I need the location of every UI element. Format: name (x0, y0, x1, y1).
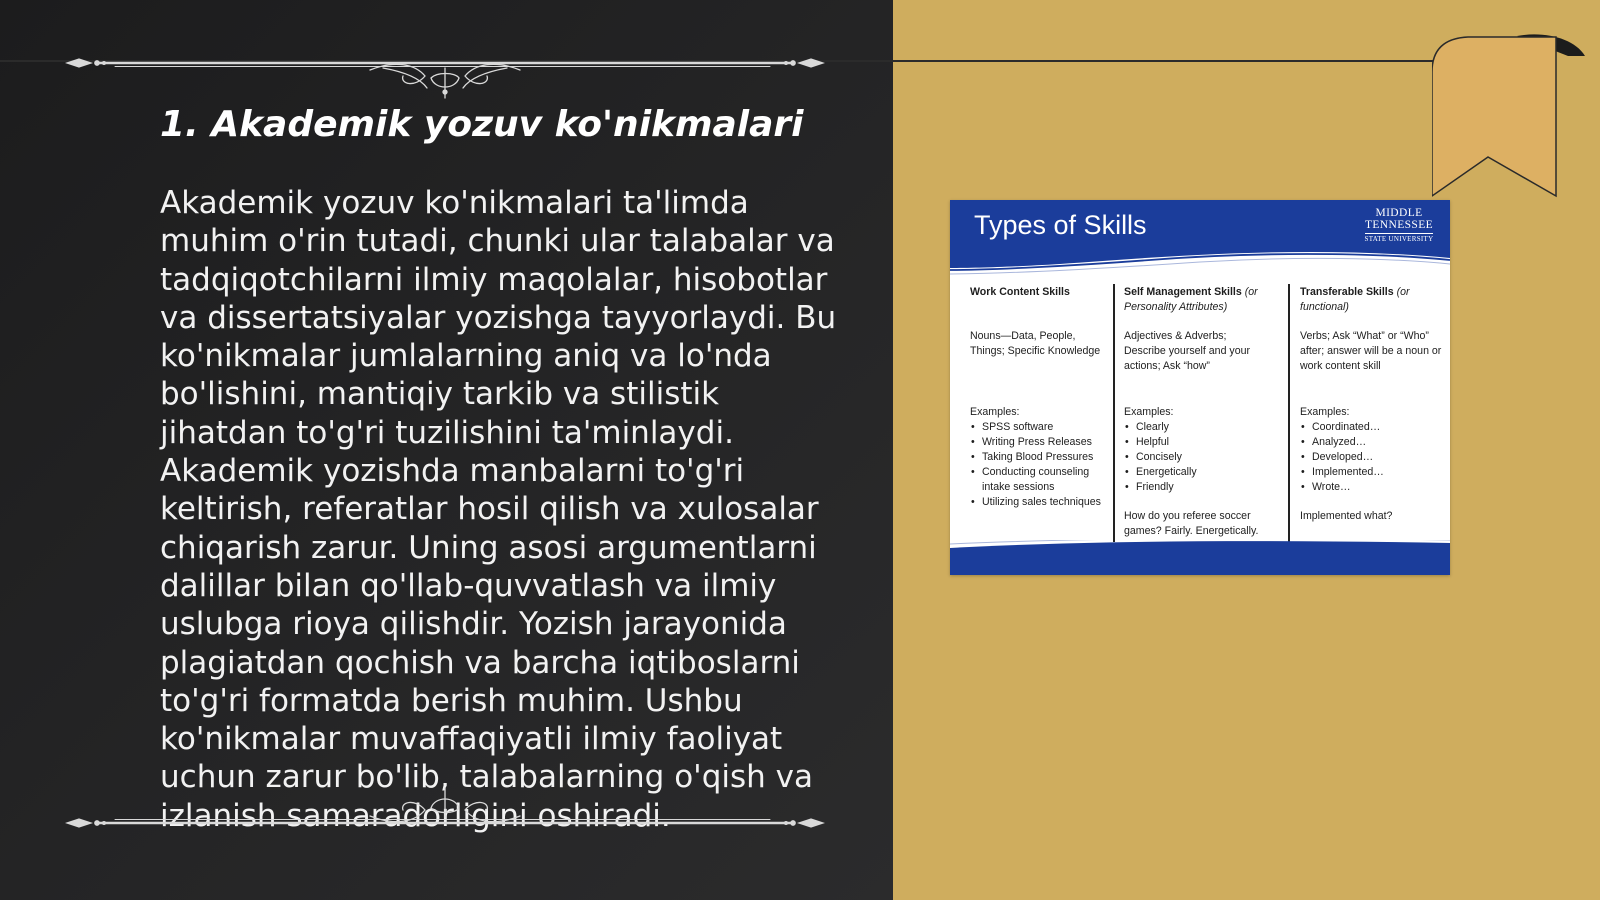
list-item: • SPSS software (970, 420, 1110, 435)
bookmark-ribbon-icon (1432, 30, 1600, 205)
skills-column-self-management (1124, 285, 1269, 539)
slide-body-text: Akademik yozuv ko'nikmalari ta'limda muhim o'rin tutadi, chunki ular talabalar va tadqiqotchilarni ilmiy maqolalar, hisobotlar va dissertatsiyalar yozishga tayyorlaydi. Bu ko'nikmalar jumlalarning aniq va lo'nda bo'lishini, mantiqiy tarkib va stilistik jihatdan to'g'ri tuzilishini ta'minlaydi. Akademik yozishda manbalarni to'g'ri keltirish, referatlar hosil qilish va xulosalar chiqarish zarur. Uning asosi argumentlarni dalillar bilan qo'llab-quvvatlash va ilmiy uslubga rioya qilishdir. Yozish jarayonida plagiatdan qochish va barcha iqtiboslarni to'g'ri formatda berish muhim. Ushbu ko'nikmalar muvaffaqiyatli ilmiy faoliyat uchun zarur bo'lib, talabalarning o'qish va izlanish samaradorligini oshiradi. (160, 185, 837, 834)
logo-rule (1365, 233, 1433, 234)
column-heading: Work Content Skills (970, 286, 1070, 298)
skills-image-title: Types of Skills (974, 210, 1147, 240)
column-footer-note: Implemented what? (1300, 510, 1393, 522)
examples-label: Examples: (970, 406, 1020, 418)
list-item: • Utilizing sales techniques (970, 495, 1110, 510)
column-footer-note: How do you referee soccer games? Fairly. Energetically. (1124, 510, 1259, 537)
types-of-skills-image (950, 200, 1450, 575)
logo-line-1: MIDDLE (1375, 207, 1423, 219)
column-description: Verbs; Ask “What” or “Who” after; answer will be a noun or work content skill (1300, 330, 1442, 372)
list-item: • Developed… (1300, 450, 1445, 465)
examples-label: Examples: (1300, 406, 1350, 418)
logo-line-2: TENNESSEE (1364, 218, 1434, 231)
examples-label: Examples: (1124, 406, 1174, 418)
list-item: • Wrote… (1300, 480, 1445, 495)
university-logo (1363, 208, 1435, 243)
examples-list (970, 420, 1110, 510)
list-item: • Friendly (1124, 480, 1269, 495)
logo-line-3: STATE UNIVERSITY (1364, 235, 1434, 243)
list-item: • Helpful (1124, 435, 1269, 450)
examples-list (1300, 420, 1445, 495)
column-description: Adjectives & Adverbs; Describe yourself and your actions; Ask “how” (1124, 330, 1251, 372)
list-item: • Analyzed… (1300, 435, 1445, 450)
list-item: • Conducting counseling intake sessions (970, 465, 1110, 495)
list-item: • Writing Press Releases (970, 435, 1110, 450)
bottom-ornament-divider (65, 784, 825, 834)
list-item: • Coordinated… (1300, 420, 1445, 435)
column-divider (1288, 284, 1290, 542)
column-heading: Self Management Skills (or Personality Attributes) (1124, 286, 1258, 313)
skills-column-work-content (970, 285, 1110, 524)
slide-title: 1. Akademik yozuv ko'nikmalari (160, 104, 804, 145)
column-heading: Transferable Skills (or functional) (1300, 286, 1410, 313)
list-item: • Concisely (1124, 450, 1269, 465)
examples-list (1124, 420, 1269, 495)
list-item: • Implemented… (1300, 465, 1445, 480)
list-item: • Clearly (1124, 420, 1269, 435)
column-description: Nouns—Data, People, Things; Specific Knowledge (970, 330, 1101, 357)
skills-column-transferable (1300, 285, 1445, 524)
column-divider (1113, 284, 1115, 542)
list-item: • Energetically (1124, 465, 1269, 480)
list-item: • Taking Blood Pressures (970, 450, 1110, 465)
skills-footer-banner (950, 540, 1450, 575)
top-ornament-divider (65, 50, 825, 100)
